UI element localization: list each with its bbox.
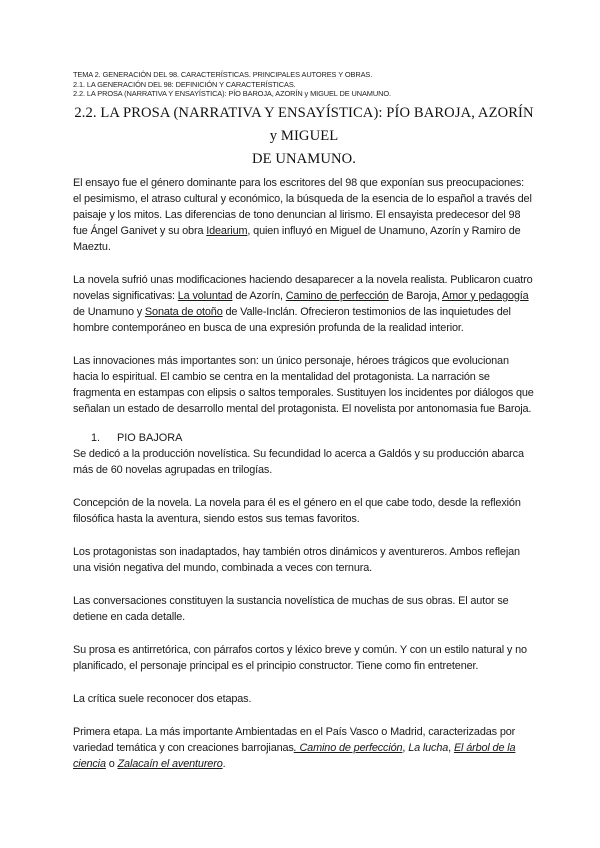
paragraph-text: o [105, 757, 118, 770]
paragraph-text: de Unamuno y [73, 305, 145, 318]
paragraph-prose: Su prosa es antirretórica, con párrafos cortos y léxico breve y común. Y con un estilo natural y no planificado, el personaje principal es el principio constructor. Tiene como fin entretener. [73, 643, 527, 672]
paragraph-text: La novela sufrió unas modificaciones haciendo desaparecer a la novela realista. Publicaron cuatro novelas significativas: [73, 273, 533, 302]
work-title-amor-y-pedagogia: Amor y pedagogía [441, 289, 529, 302]
section-label: PIO BAJORA [117, 431, 183, 444]
section-heading-pio-baroja [91, 430, 535, 446]
paragraph-production: Se dedicó a la producción novelística. Su fecundidad lo acerca a Galdós y su producción abarca más de 60 novelas agrupadas en trilogías. [73, 447, 524, 476]
breadcrumb [73, 70, 535, 99]
paragraph-text: de Valle-Inclán. Ofrecieron testimonios de las inquietudes del hombre contemporáneo en busca de una expresión profunda de la realidad interior. [73, 305, 511, 334]
breadcrumb-topic: TEMA 2. GENERACIÓN DEL 98. CARACTERÍSTICAS. PRINCIPALES AUTORES Y OBRAS. [73, 70, 373, 79]
breadcrumb-section-1: 2.1. LA GENERACIÓN DEL 98: DEFINICIÓN Y CARACTERÍSTICAS. [73, 79, 296, 89]
paragraph-essay [73, 175, 535, 255]
paragraph-text: , [402, 741, 409, 754]
paragraph-text: Primera etapa. La más importante Ambientadas en el País Vasco o Madrid, caracterizadas por variedad temática y con creaciones barrojianas [73, 725, 516, 754]
page-title-line-2: DE UNAMUNO. [251, 150, 357, 167]
work-title-la-voluntad: La voluntad [177, 289, 233, 302]
paragraph-protagonists: Los protagonistas son inadaptados, hay también otros dinámicos y aventureros. Ambos reflejan una visión negativa del mundo, combinada a veces con ternura. [73, 545, 520, 574]
work-title-zalacain-el-aventurero: Zalacaín el aventurero [117, 757, 223, 770]
page-title [73, 102, 535, 171]
page-title-line-1: 2.2. LA PROSA (NARRATIVA Y ENSAYÍSTICA): PÍO BAROJA, AZORÍN y MIGUEL [74, 104, 534, 144]
paragraph-text: de Azorín, [232, 289, 286, 302]
paragraph-conversations: Las conversaciones constituyen la sustancia novelística de muchas de sus obras. El autor se detiene en cada detalle. [73, 594, 509, 623]
paragraph-text: , [448, 741, 454, 754]
work-title-la-lucha: La lucha [408, 741, 449, 754]
paragraph-innovations: Las innovaciones más importantes son: un único personaje, héroes trágicos que evolucionan hacia lo espiritual. El cambio se centra en la mentalidad del protagonista. La narración se fragmenta en estampas con elipsis o saltos temporales. Sustituyen los incidentes por diálogos que señalan un estado de desarrollo mental del protagonista. El novelista por antonomasia fue Baroja. [73, 354, 534, 415]
section-number: 1. [91, 431, 101, 444]
work-title-el-arbol-de-la-ciencia: El árbol de la ciencia [73, 741, 516, 770]
work-title-camino-de-perfeccion-2: . Camino de perfección [293, 741, 403, 754]
paragraph-text: . [222, 757, 226, 770]
document-page [73, 70, 535, 772]
paragraph-text: El ensayo fue el género dominante para los escritores del 98 que exponían sus preocupaciones: el pesimismo, el atraso cultural y económico, la búsqueda de la esencia de lo español a través del paisaje y los mitos. Las diferencias de tono denuncian al lirismo. El ensayista predecesor del 98 fue Ángel Ganivet y su obra [73, 176, 532, 237]
paragraph-first-stage [73, 724, 535, 772]
paragraph-text: , quien influyó en Miguel de Unamuno, Azorín y Ramiro de Maeztu. [73, 224, 521, 253]
paragraph-novel [73, 272, 535, 336]
work-title-idearium: Idearium [206, 224, 248, 237]
paragraph-text: de Baroja, [388, 289, 442, 302]
paragraph-stages: La crítica suele reconocer dos etapas. [73, 692, 252, 705]
paragraph-concept: Concepción de la novela. La novela para él es el género en el que cabe todo, desde la reflexión filosófica hasta la aventura, siendo estos sus temas favoritos. [73, 496, 521, 525]
work-title-camino-de-perfeccion: Camino de perfección [285, 289, 389, 302]
work-title-sonata-de-otono: Sonata de otoño [144, 305, 223, 318]
breadcrumb-section-2: 2.2. LA PROSA (NARRATIVA Y ENSAYÍSTICA): PÍO BAROJA, AZORÍN y MIGUEL DE UNAMUNO. [73, 89, 391, 99]
